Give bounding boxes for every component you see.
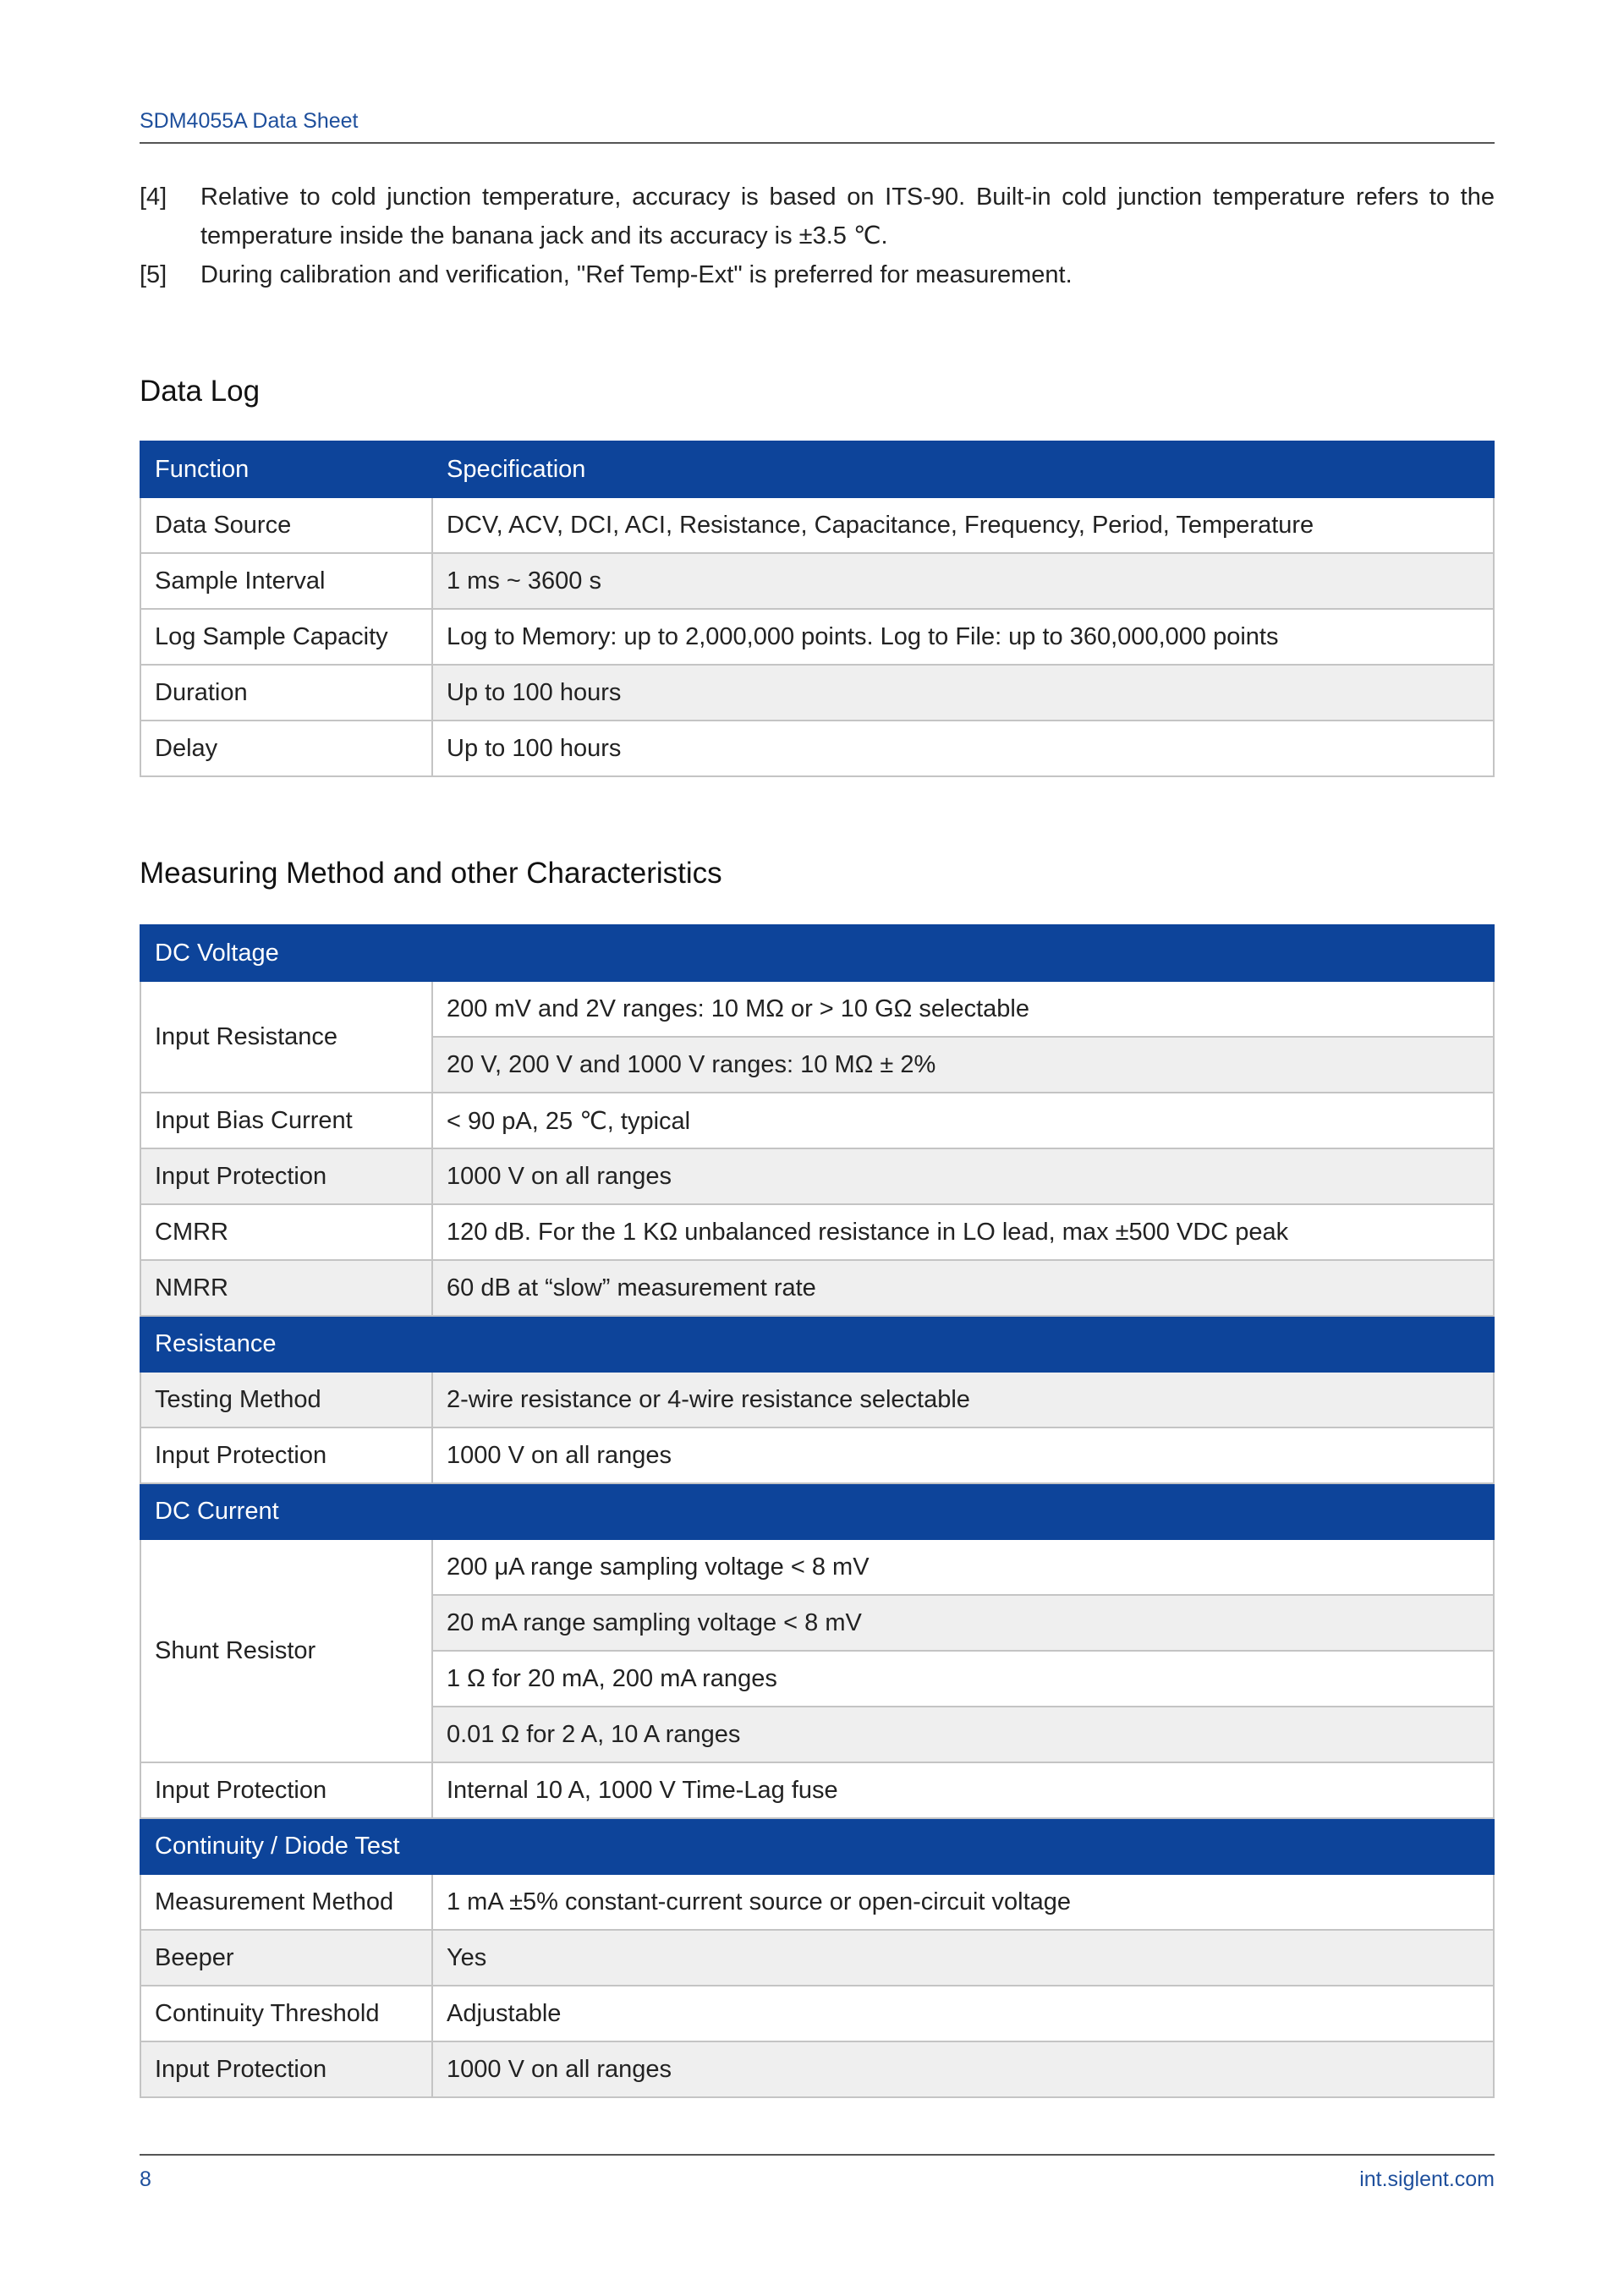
table-row	[140, 1874, 1494, 1930]
spec-cell: 1000 V on all ranges	[432, 1427, 1494, 1483]
function-cell: Data Source	[140, 497, 432, 553]
function-cell: Delay	[140, 721, 432, 776]
function-cell: Sample Interval	[140, 553, 432, 609]
function-cell: Testing Method	[140, 1372, 432, 1427]
section-header-row	[140, 925, 1494, 981]
spec-cell: Up to 100 hours	[432, 665, 1494, 721]
function-cell: Beeper	[140, 1930, 432, 1986]
table-row	[140, 665, 1494, 721]
footnote-text: Relative to cold junction temperature, accuracy is based on ITS-90. Built-in cold junction temperature refers to the temperature inside the banana jack and its accuracy is ±3.5 ℃.	[200, 184, 1495, 249]
footnote-text: During calibration and verification, "Ref Temp-Ext" is preferred for measurement.	[200, 261, 1073, 288]
document-title: SDM4055A Data Sheet	[140, 109, 359, 133]
spec-cell: 1 Ω for 20 mA, 200 mA ranges	[432, 1651, 1494, 1707]
table-row	[140, 1427, 1494, 1483]
function-cell: Log Sample Capacity	[140, 609, 432, 665]
section-header-row	[140, 1818, 1494, 1874]
table-row	[140, 1372, 1494, 1427]
table-row	[140, 1762, 1494, 1818]
table-row	[140, 1930, 1494, 1986]
measuring-method-heading: Measuring Method and other Characteristics	[140, 857, 722, 890]
table-row	[140, 1093, 1494, 1148]
spec-cell: 0.01 Ω for 2 A, 10 A ranges	[432, 1707, 1494, 1762]
spec-cell: Adjustable	[432, 1986, 1494, 2041]
table-row	[140, 1204, 1494, 1260]
spec-cell: 20 mA range sampling voltage < 8 mV	[432, 1595, 1494, 1651]
footnote	[140, 255, 1495, 294]
table-row	[140, 1986, 1494, 2041]
table-header-row	[140, 441, 1494, 497]
function-cell: NMRR	[140, 1260, 432, 1316]
spec-cell: 200 mV and 2V ranges: 10 MΩ or > 10 GΩ selectable	[432, 981, 1494, 1037]
spec-cell: < 90 pA, 25 ℃, typical	[432, 1093, 1494, 1148]
function-cell: Input Protection	[140, 1762, 432, 1818]
spec-cell: 200 μA range sampling voltage < 8 mV	[432, 1539, 1494, 1595]
footnote-number: [4]	[140, 184, 167, 211]
page-footer	[140, 2154, 1495, 2191]
function-cell: Input Bias Current	[140, 1093, 432, 1148]
data-log-heading: Data Log	[140, 375, 261, 408]
spec-cell: 20 V, 200 V and 1000 V ranges: 10 MΩ ± 2%	[432, 1037, 1494, 1093]
spec-cell: 1000 V on all ranges	[432, 1148, 1494, 1204]
table-row	[140, 609, 1494, 665]
spec-cell: Internal 10 A, 1000 V Time-Lag fuse	[432, 1762, 1494, 1818]
column-header-function: Function	[140, 441, 432, 497]
table-row	[140, 981, 1494, 1037]
website-link[interactable]: int.siglent.com	[1359, 2167, 1495, 2191]
spec-cell: 2-wire resistance or 4-wire resistance selectable	[432, 1372, 1494, 1427]
spec-cell: 1 mA ±5% constant-current source or open-circuit voltage	[432, 1874, 1494, 1930]
function-cell: Measurement Method	[140, 1874, 432, 1930]
spec-cell: Log to Memory: up to 2,000,000 points. Log to File: up to 360,000,000 points	[432, 609, 1494, 665]
table-row	[140, 1539, 1494, 1595]
spec-cell: Yes	[432, 1930, 1494, 1986]
section-header-row	[140, 1316, 1494, 1372]
spec-cell: 60 dB at “slow” measurement rate	[432, 1260, 1494, 1316]
continuity-diode-header: Continuity / Diode Test	[140, 1818, 1494, 1874]
function-cell: Input Resistance	[140, 981, 432, 1093]
function-cell: Input Protection	[140, 1427, 432, 1483]
function-cell: Duration	[140, 665, 432, 721]
function-cell: CMRR	[140, 1204, 432, 1260]
data-log-table	[140, 441, 1495, 777]
function-cell: Input Protection	[140, 2041, 432, 2097]
table-row	[140, 721, 1494, 776]
spec-cell: 120 dB. For the 1 KΩ unbalanced resistance in LO lead, max ±500 VDC peak	[432, 1204, 1494, 1260]
function-cell: Shunt Resistor	[140, 1539, 432, 1762]
measuring-method-table	[140, 924, 1495, 2098]
spec-cell: 1000 V on all ranges	[432, 2041, 1494, 2097]
table-row	[140, 1260, 1494, 1316]
table-row	[140, 497, 1494, 553]
function-cell: Input Protection	[140, 1148, 432, 1204]
spec-cell: Up to 100 hours	[432, 721, 1494, 776]
dc-current-header: DC Current	[140, 1483, 1494, 1539]
footnote-number: [5]	[140, 261, 167, 288]
resistance-header: Resistance	[140, 1316, 1494, 1372]
section-header-row	[140, 1483, 1494, 1539]
function-cell: Continuity Threshold	[140, 1986, 432, 2041]
page-header	[140, 108, 1495, 144]
column-header-specification: Specification	[432, 441, 1494, 497]
table-row	[140, 1148, 1494, 1204]
spec-cell: 1 ms ~ 3600 s	[432, 553, 1494, 609]
page-number: 8	[140, 2167, 151, 2191]
footnotes	[140, 178, 1495, 294]
table-row	[140, 2041, 1494, 2097]
dc-voltage-header: DC Voltage	[140, 925, 1494, 981]
spec-cell: DCV, ACV, DCI, ACI, Resistance, Capacitance, Frequency, Period, Temperature	[432, 497, 1494, 553]
footnote	[140, 178, 1495, 255]
table-row	[140, 553, 1494, 609]
